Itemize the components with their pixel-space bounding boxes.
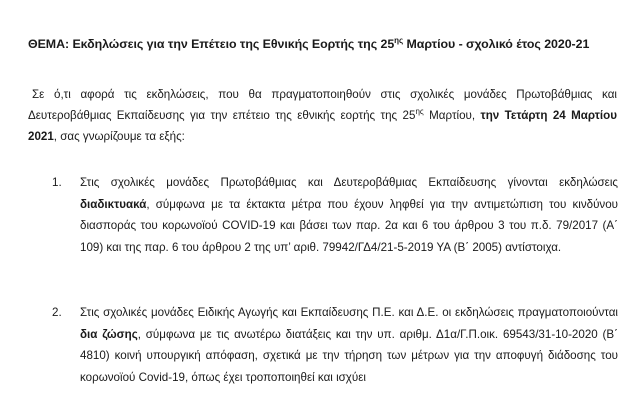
intro-text-end: , σας γνωρίζουμε τα εξής:	[53, 130, 185, 143]
intro-date: την Τετάρτη 24 Μαρτίου 2021	[28, 109, 617, 143]
intro-text-middle: Μαρτίου,	[423, 109, 481, 122]
list-item-number: 1.	[52, 176, 62, 189]
list-item-text-start: Στις σχολικές μονάδες Πρωτοβάθμιας και Δευτεροβάθμιας Εκπαίδευσης γίνονται εκδηλώσεις	[80, 176, 618, 189]
list-item-body	[80, 302, 618, 388]
subject-line	[28, 37, 628, 51]
list-item-emphasis: δια ζώσης	[80, 327, 138, 341]
list-item	[52, 172, 618, 258]
list-item	[52, 302, 618, 388]
subject-label: ΘΕΜΑ	[28, 37, 65, 51]
subject-superscript: ης	[394, 35, 404, 45]
list-item-text-end: , σύμφωνα με τα έκτακτα μέτρα που έχουν ληφθεί για την αντιμετώπιση του κινδύνου διασποράς του κορωνοϊού COVID-19 και βάσει των παρ. 2α και 6 του άρθρου 3 του π.δ. 79/2017 (Α΄ 109) και της παρ. 6 του άρθρου 2 της υπ’ αριθ. 79942/ΓΔ4/21-5-2019 ΥΑ (Β΄ 2005) αντίστοιχα.	[80, 197, 618, 254]
list-item-emphasis: διαδικτυακά	[80, 197, 147, 211]
list-item-text-start: Στις σχολικές μονάδες Ειδικής Αγωγής και Εκπαίδευσης Π.Ε. και Δ.Ε. οι εκδηλώσεις πραγματοποιούνται	[80, 306, 618, 319]
list-item-number: 2.	[52, 306, 62, 319]
intro-superscript: ης	[415, 107, 424, 117]
subject-title-start: : Εκδηλώσεις για την Επέτειο της Εθνικής Εορτής της 25	[64, 37, 395, 51]
list-item-body	[80, 172, 618, 258]
intro-paragraph	[28, 84, 617, 147]
intro-text-start: Σε ό,τι αφορά τις εκδηλώσεις, που θα πραγματοποιηθούν στις σχολικές μονάδες Πρωτοβάθμιας και Δευτεροβάθμιας Εκπαίδευσης για την επέτειο της εθνικής εορτής της 25	[28, 88, 617, 122]
subject-title-end: Μαρτίου - σχολικό έτος 2020-21	[403, 37, 590, 51]
list-item-text-end: , σύμφωνα με τις ανωτέρω διατάξεις και την υπ. αριθμ. Δ1α/Γ.Π.οικ. 69543/31-10-2020 (Β΄ 4810) κοινή υπουργική απόφαση, σχετικά με την τήρηση των μέτρων για την αποφυγή διάδοσης του κορωνοϊού Covid-19, όπως έχει τροποποιηθεί και ισχύει	[80, 327, 619, 384]
